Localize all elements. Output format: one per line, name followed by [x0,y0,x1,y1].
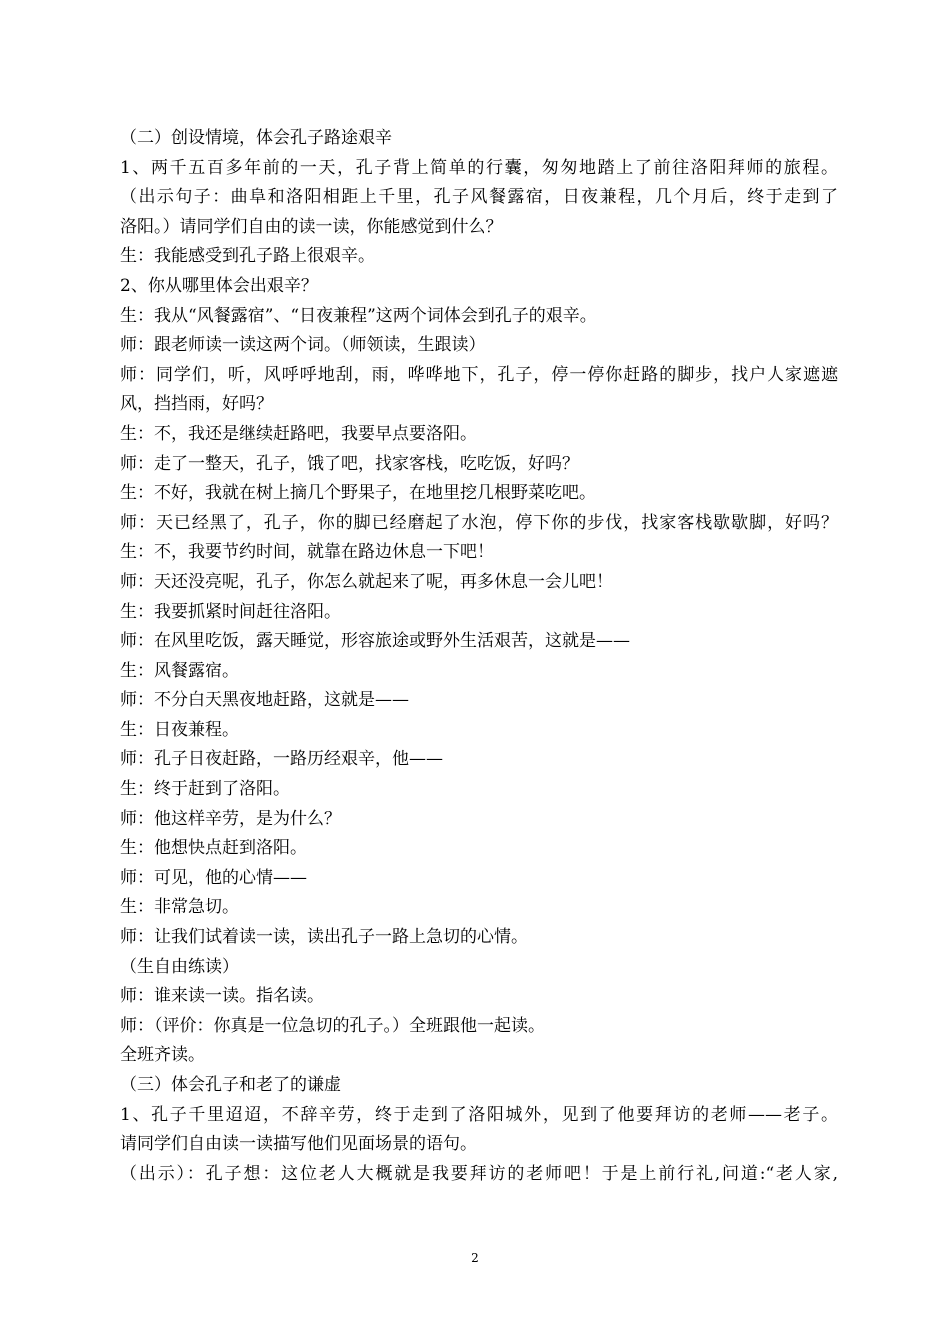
text-line: 师：跟老师读一读这两个词。（师领读，生跟读） [120,335,486,356]
text-line: 师：让我们试着读一读，读出孔子一路上急切的心情。 [120,927,528,948]
text-line: 生：终于赶到了洛阳。 [120,779,290,800]
text-line: （生自由练读） [120,956,239,977]
text-line: 师：天已经黑了，孔子，你的脚已经磨起了水泡，停下你的步伐，找家客栈歇歇脚，好吗？ [120,512,838,533]
text-line: 师：可见，他的心情—— [120,867,307,888]
text-line: 生：他想快点赶到洛阳。 [120,838,307,859]
text-line: 师：谁来读一读。指名读。 [120,986,324,1007]
text-line: （三）体会孔子和老了的谦虚 [120,1075,341,1095]
text-line: 师：同学们，听，风呼呼地刮，雨，哗哗地下，孔子，停一停你赶路的脚步，找户人家遮遮 [120,364,838,385]
text-line: 生：我从“风餐露宿”、“日夜兼程”这两个词体会到孔子的艰辛。 [120,305,597,326]
text-line: 生：不好，我就在树上摘几个野果子，在地里挖几根野菜吃吧。 [120,483,596,504]
text-line: 生：我要抓紧时间赶往洛阳。 [120,601,341,622]
document-body [120,124,838,1189]
text-line: （二）创设情境，体会孔子路途艰辛 [120,128,392,148]
text-line: 师：天还没亮呢，孔子，你怎么就起来了呢，再多休息一会儿吧！ [120,571,613,592]
page-number: 2 [471,1251,479,1265]
text-line: 请同学们自由读一读描写他们见面场景的语句。 [120,1134,477,1155]
text-line: 生：日夜兼程。 [120,719,239,740]
text-line: 全班齐读。 [120,1045,205,1066]
text-line: 生：不，我还是继续赶路吧，我要早点要洛阳。 [120,423,477,444]
text-line: 生：风餐露宿。 [120,660,239,681]
text-line: 1、孔子千里迢迢，不辞辛劳，终于走到了洛阳城外，见到了他要拜访的老师——老子。 [120,1104,838,1125]
text-line: （出示）：孔子想：这位老人大概就是我要拜访的老师吧！于是上前行礼,问道:“老人家, [120,1163,838,1184]
text-line: 师：孔子日夜赶路，一路历经艰辛，他—— [120,749,443,770]
text-line: 师：他这样辛劳，是为什么？ [120,808,341,829]
text-line: 洛阳。）请同学们自由的读一读，你能感觉到什么？ [120,216,503,237]
text-line: （出示句子：曲阜和洛阳相距上千里，孔子风餐露宿，日夜兼程，几个月后，终于走到了 [120,187,838,208]
text-line: 生：我能感受到孔子路上很艰辛。 [120,246,375,267]
text-line: 师：（评价：你真是一位急切的孔子。）全班跟他一起读。 [120,1015,545,1036]
text-line: 风，挡挡雨，好吗？ [120,394,273,415]
text-line: 生：非常急切。 [120,897,239,918]
text-line: 2、你从哪里体会出艰辛？ [120,275,318,296]
text-line: 1、两千五百多年前的一天，孔子背上简单的行囊，匆匆地踏上了前往洛阳拜师的旅程。 [120,157,838,178]
text-line: 生：不，我要节约时间，就靠在路边休息一下吧！ [120,542,494,563]
text-line: 师：在风里吃饭，露天睡觉，形容旅途或野外生活艰苦，这就是—— [120,631,630,652]
text-line: 师：不分白天黑夜地赶路，这就是—— [120,690,409,711]
text-line: 师：走了一整天，孔子，饿了吧，找家客栈，吃吃饭，好吗？ [120,453,579,474]
